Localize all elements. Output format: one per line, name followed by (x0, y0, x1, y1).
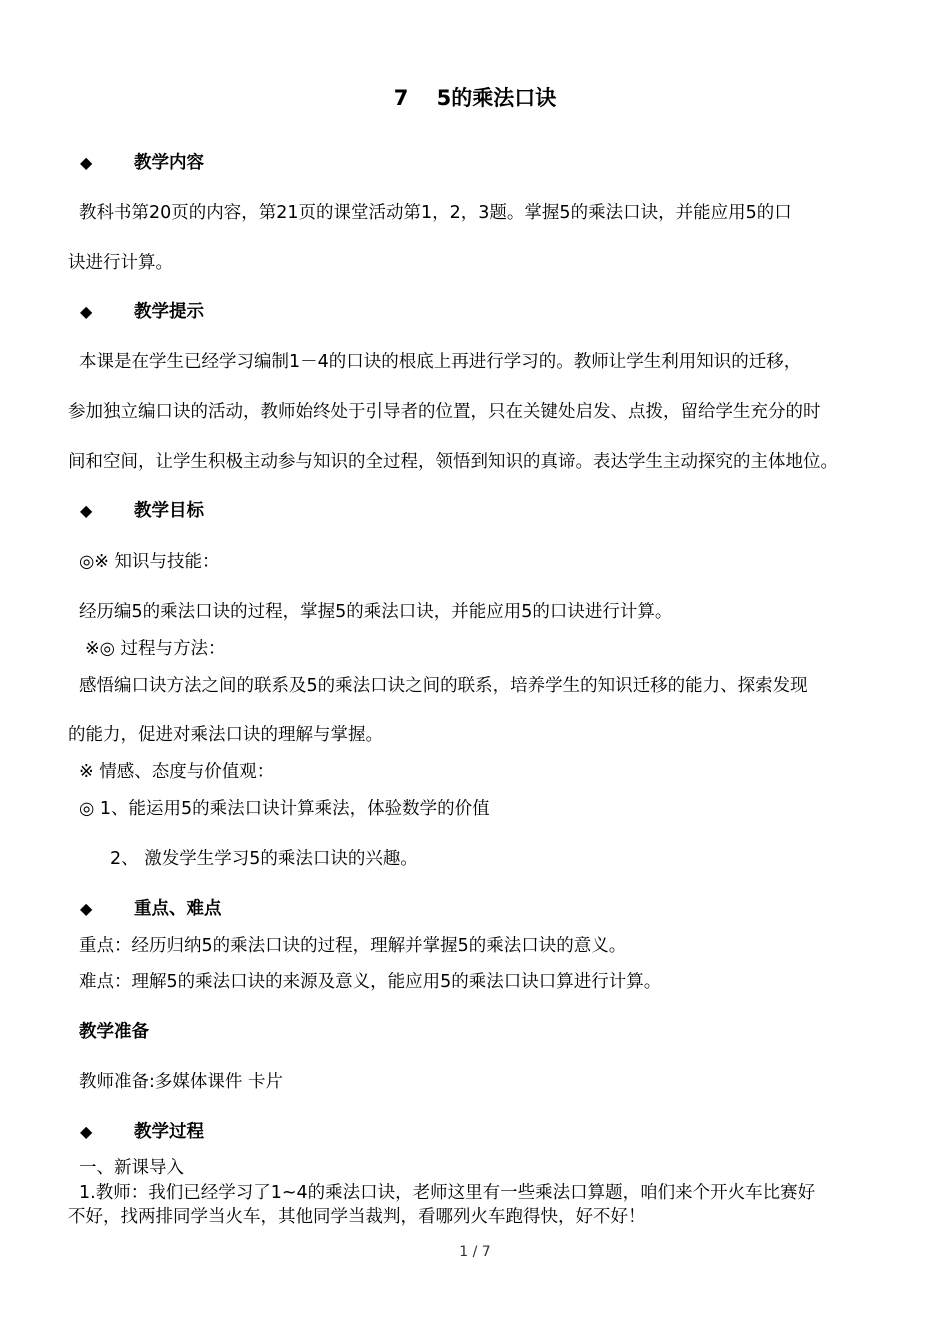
hint-line-3: 间和空间，让学生积极主动参与知识的全过程，领悟到知识的真谛。表达学生主动探究的主体地位。 (68, 452, 838, 472)
section-heading-prep: 教学准备 (79, 1022, 149, 1042)
prep-text: 教师准备:多媒体课件 卡片 (79, 1072, 283, 1092)
goal-sub-2-line-2: 的能力，促进对乘法口诀的理解与掌握。 (68, 725, 383, 745)
section-heading-hint (80, 300, 204, 324)
heading-label: 教学过程 (134, 1122, 204, 1142)
diamond-bullet-icon: ◆ (80, 153, 93, 172)
goal-sub-1: ◎※ 知识与技能： (79, 552, 220, 572)
content-line-1: 教科书第20页的内容，第21页的课堂活动第1，2，3题。掌握5的乘法口诀，并能应用5的口 (79, 203, 792, 223)
heading-label: 重点、难点 (134, 899, 222, 919)
goal-sub-1-text: 经历编5的乘法口诀的过程，掌握5的乘法口诀，并能应用5的口诀进行计算。 (79, 602, 673, 622)
section-heading-goal (80, 499, 204, 523)
goal-sub-3: ※ 情感、态度与价值观： (79, 762, 275, 782)
goal-item-2: 2、 激发学生学习5的乘法口诀的兴趣。 (110, 849, 418, 869)
key-line-1: 重点：经历归纳5的乘法口诀的过程，理解并掌握5的乘法口诀的意义。 (79, 936, 627, 956)
process-sub-1: 一、新课导入 (79, 1158, 184, 1178)
diamond-bullet-icon: ◆ (80, 1122, 93, 1141)
key-line-2: 难点：理解5的乘法口诀的来源及意义，能应用5的乘法口诀口算进行计算。 (79, 972, 662, 992)
page-title: 7 5的乘法口诀 (393, 86, 557, 110)
heading-label: 教学目标 (134, 501, 204, 521)
hint-line-1: 本课是在学生已经学习编制1－4的口诀的根底上再进行学习的。教师让学生利用知识的迁移， (79, 352, 802, 372)
goal-sub-2-line-1: 感悟编口诀方法之间的联系及5的乘法口诀之间的联系，培养学生的知识迁移的能力、探索发现 (79, 676, 808, 696)
diamond-bullet-icon: ◆ (80, 501, 93, 520)
heading-label: 教学提示 (134, 302, 204, 322)
section-heading-key (80, 897, 222, 921)
goal-item-1: ◎ 1、能运用5的乘法口诀计算乘法，体验数学的价值 (79, 799, 490, 819)
heading-label: 教学内容 (134, 153, 204, 173)
diamond-bullet-icon: ◆ (80, 302, 93, 321)
goal-sub-2: ※◎ 过程与方法： (85, 639, 226, 659)
process-line-1: 1.教师：我们已经学习了1~4的乘法口诀，老师这里有一些乘法口算题，咱们来个开火车比赛好 (79, 1183, 816, 1203)
process-line-2: 不好，找两排同学当火车，其他同学当裁判，看哪列火车跑得快，好不好！ (68, 1207, 646, 1227)
section-heading-process (80, 1120, 204, 1144)
section-heading-content (80, 151, 204, 175)
hint-line-2: 参加独立编口诀的活动，教师始终处于引导者的位置，只在关键处启发、点拨，留给学生充分的时 (68, 402, 821, 422)
page-number: 1 / 7 (459, 1244, 491, 1260)
content-line-2: 诀进行计算。 (68, 253, 173, 273)
diamond-bullet-icon: ◆ (80, 899, 93, 918)
